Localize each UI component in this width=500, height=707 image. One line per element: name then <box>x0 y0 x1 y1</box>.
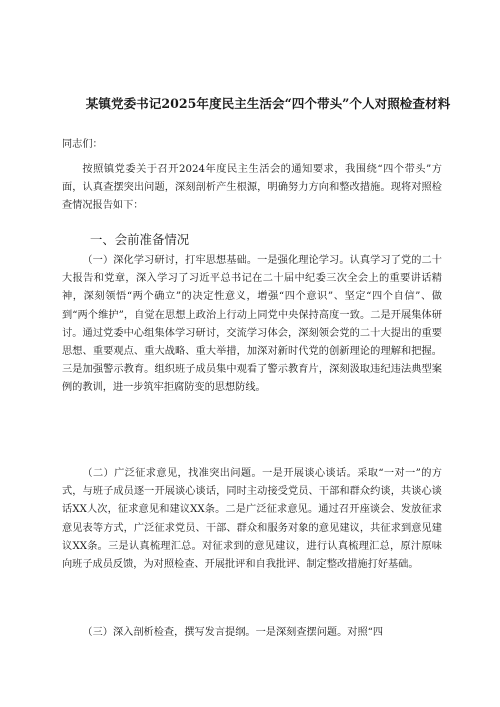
greeting: 同志们： <box>62 139 103 150</box>
section-heading-1: 一、会前准备情况 <box>90 232 190 247</box>
document-title: 某镇党委书记2025年度民主生活会“四个带头”个人对照检查材料 <box>85 96 451 111</box>
paragraph-study: （一）深化学习研讨，打牢思想基础。一是强化理论学习。认真学习了党的二十大报告和党章，深入学习了习近平总书记在二十届中纪委三次全会上的重要讲话精神，深刻领悟“两个确立”的决定性意义，增强“四个意识”、坚定“四个自信”、做到“两个维护”，自觉在思想上政治上行动上同党中央保持高度一致。二是开展集体研讨。通过党委中心组集体学习研讨，交流学习体会，深刻领会党的二十大提出的重要思想、重要观点、重大战略、重大举措，加深对新时代党的创新理论的理解和把握。三是加强警示教育。组织班子成员集中观看了警示教育片，深刻汲取违纪违法典型案例的教训，进一步筑牢拒腐防变的思想防线。 <box>62 255 442 394</box>
paragraph-opinions: （二）广泛征求意见，找准突出问题。一是开展谈心谈话。采取“一对一”的方式，与班子成员逐一开展谈心谈话，同时主动接受党员、干部和群众约谈，共谈心谈话XX人次，征求意见和建议XX条。二是广泛征求意见。通过召开座谈会、发放征求意见表等方式，广泛征求党员、干部、群众和服务对象的意见建议，共征求到意见建议XX条。三是认真梳理汇总。对征求到的意见建议，进行认真梳理汇总，原汁原味向班子成员反馈，为对照检查、开展批评和自我批评、制定整改措施打好基础。 <box>62 468 442 571</box>
paragraph-analysis: （三）深入剖析检查，撰写发言提纲。一是深刻查摆问题。对照“四 <box>82 627 384 638</box>
intro-paragraph: 按照镇党委关于召开2024年度民主生活会的通知要求，我围绕“四个带头”方面，认真查摆突出问题，深刻剖析产生根源，明确努力方向和整改措施。现将对照检查情况报告如下： <box>62 164 442 212</box>
